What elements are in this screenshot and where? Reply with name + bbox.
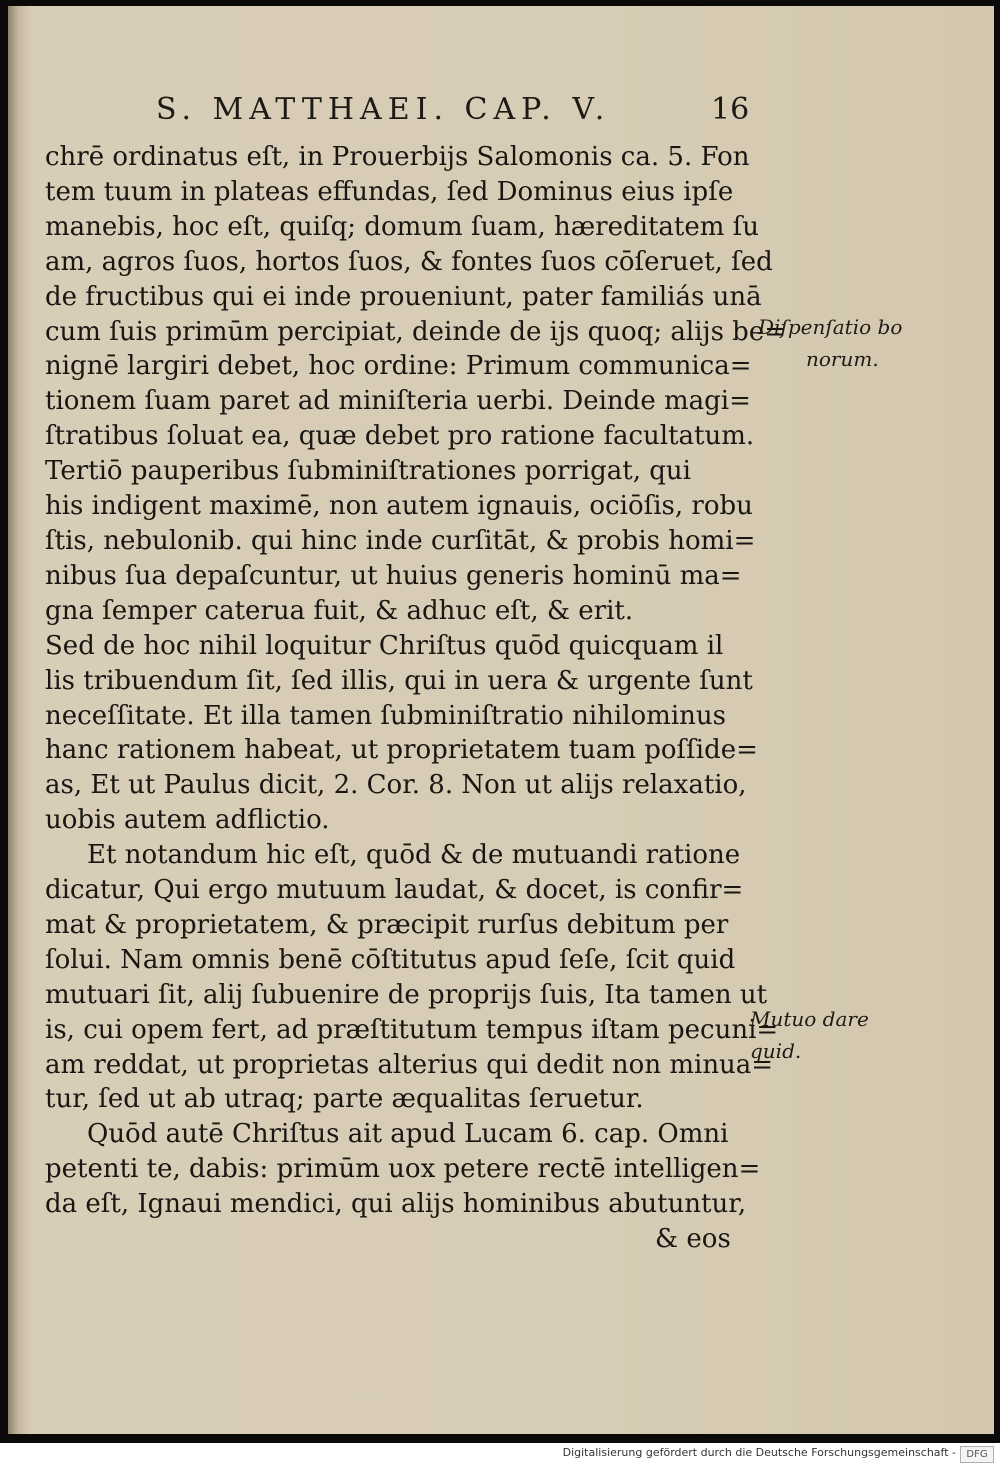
- text-line: is, cui opem fert, ad præſtitutum tempus iſtam pecuni=: [45, 1014, 779, 1045]
- text-line: uobis autem adflictio.: [45, 805, 330, 836]
- text-line: lis tribuendum ſit, ſed illis, qui in uera & urgente ſunt: [45, 665, 753, 696]
- body-text: [45, 140, 786, 1257]
- text-line: chrē ordinatus eſt, in Prouerbijs Salomonis ca. 5. Fon: [45, 142, 750, 172]
- footer-bar: [0, 1443, 1000, 1465]
- text-line: da eſt, Ignaui mendici, qui alijs hominibus abutuntur,: [45, 1189, 747, 1220]
- text-line: ſtis, nebulonib. qui hinc inde curſitāt, & probis homi=: [45, 525, 756, 556]
- running-header: [156, 92, 756, 132]
- text-line: nibus ſua depaſcuntur, ut huius generis hominū ma=: [45, 560, 742, 591]
- running-title: S. MATTHAEI. CAP. V.: [156, 92, 611, 127]
- catchword: & eos: [655, 1224, 731, 1255]
- text-line: ſolui. Nam omnis benē cōſtitutus apud ſeſe, ſcit quid: [45, 944, 736, 975]
- text-line: cum ſuis primūm percipiat, deinde de ijs quoq; alijs be=: [45, 316, 786, 347]
- marginal-note-line: Mutuo dare: [750, 1007, 869, 1031]
- marginal-note-line: quid.: [750, 1039, 802, 1063]
- text-line: de fructibus qui ei inde proueniunt, pater familiás unā: [45, 281, 762, 312]
- text-line: tem tuum in plateas effundas, ſed Dominus eius ipſe: [45, 176, 734, 207]
- text-line: hanc rationem habeat, ut proprietatem tuam poſſide=: [45, 735, 758, 766]
- text-line: nignē largiri debet, hoc ordine: Primum communica=: [45, 351, 752, 382]
- marginal-note-dispensatio: [758, 311, 902, 375]
- text-line: mutuari ſit, alij ſubuenire de proprijs ſuis, Ita tamen ut: [45, 979, 768, 1010]
- book-page: [8, 6, 994, 1434]
- text-line: gna ſemper caterua fuit, & adhuc eſt, & erit.: [45, 595, 634, 626]
- text-line: tionem ſuam paret ad miniſteria uerbi. Deinde magi=: [45, 386, 751, 417]
- text-line: mat & proprietatem, & præcipit rurſus debitum per: [45, 909, 729, 940]
- text-line: ſtratibus ſoluat ea, quæ debet pro ratione facultatum.: [45, 421, 755, 452]
- paragraph-start-line: Et notandum hic eſt, quōd & de mutuandi ratione: [87, 840, 741, 871]
- text-line: neceſſitate. Et illa tamen ſubminiſtratio nihilominus: [45, 700, 726, 731]
- text-line: manebis, hoc eſt, quiſq; domum ſuam, hæreditatem ſu: [45, 211, 760, 242]
- digitization-credit: Digitalisierung gefördert durch die Deutsche Forschungsgemeinschaft -: [562, 1446, 956, 1459]
- text-line: am, agros ſuos, hortos ſuos, & fontes ſuos cōſeruet, ſed: [45, 246, 773, 277]
- text-line: his indigent maximē, non autem ignauis, ociōſis, robu: [45, 491, 753, 522]
- text-line: dicatur, Qui ergo mutuum laudat, & docet, is confir=: [45, 875, 744, 906]
- text-line: Sed de hoc nihil loquitur Chriſtus quōd quicquam il: [45, 630, 724, 661]
- marginal-note-line: norum.: [806, 347, 879, 371]
- marginal-note-line: Diſpenſatio bo: [758, 315, 903, 339]
- text-line: am reddat, ut proprietas alterius qui dedit non minua=: [45, 1049, 774, 1080]
- dfg-logo: DFG: [960, 1446, 994, 1463]
- paragraph-start-line: Quōd autē Chriſtus ait apud Lucam 6. cap. Omni: [87, 1119, 729, 1150]
- text-line: tur, ſed ut ab utraq; parte æqualitas ſeruetur.: [45, 1084, 644, 1115]
- page-number: 16: [711, 92, 750, 127]
- text-line: petenti te, dabis: primūm uox petere rectē intelligen=: [45, 1154, 761, 1185]
- text-line: Tertiō pauperibus ſubminiſtrationes porrigat, qui: [45, 456, 691, 487]
- text-line: as, Et ut Paulus dicit, 2. Cor. 8. Non ut alijs relaxatio,: [45, 770, 747, 801]
- marginal-note-mutuo: [750, 1003, 869, 1067]
